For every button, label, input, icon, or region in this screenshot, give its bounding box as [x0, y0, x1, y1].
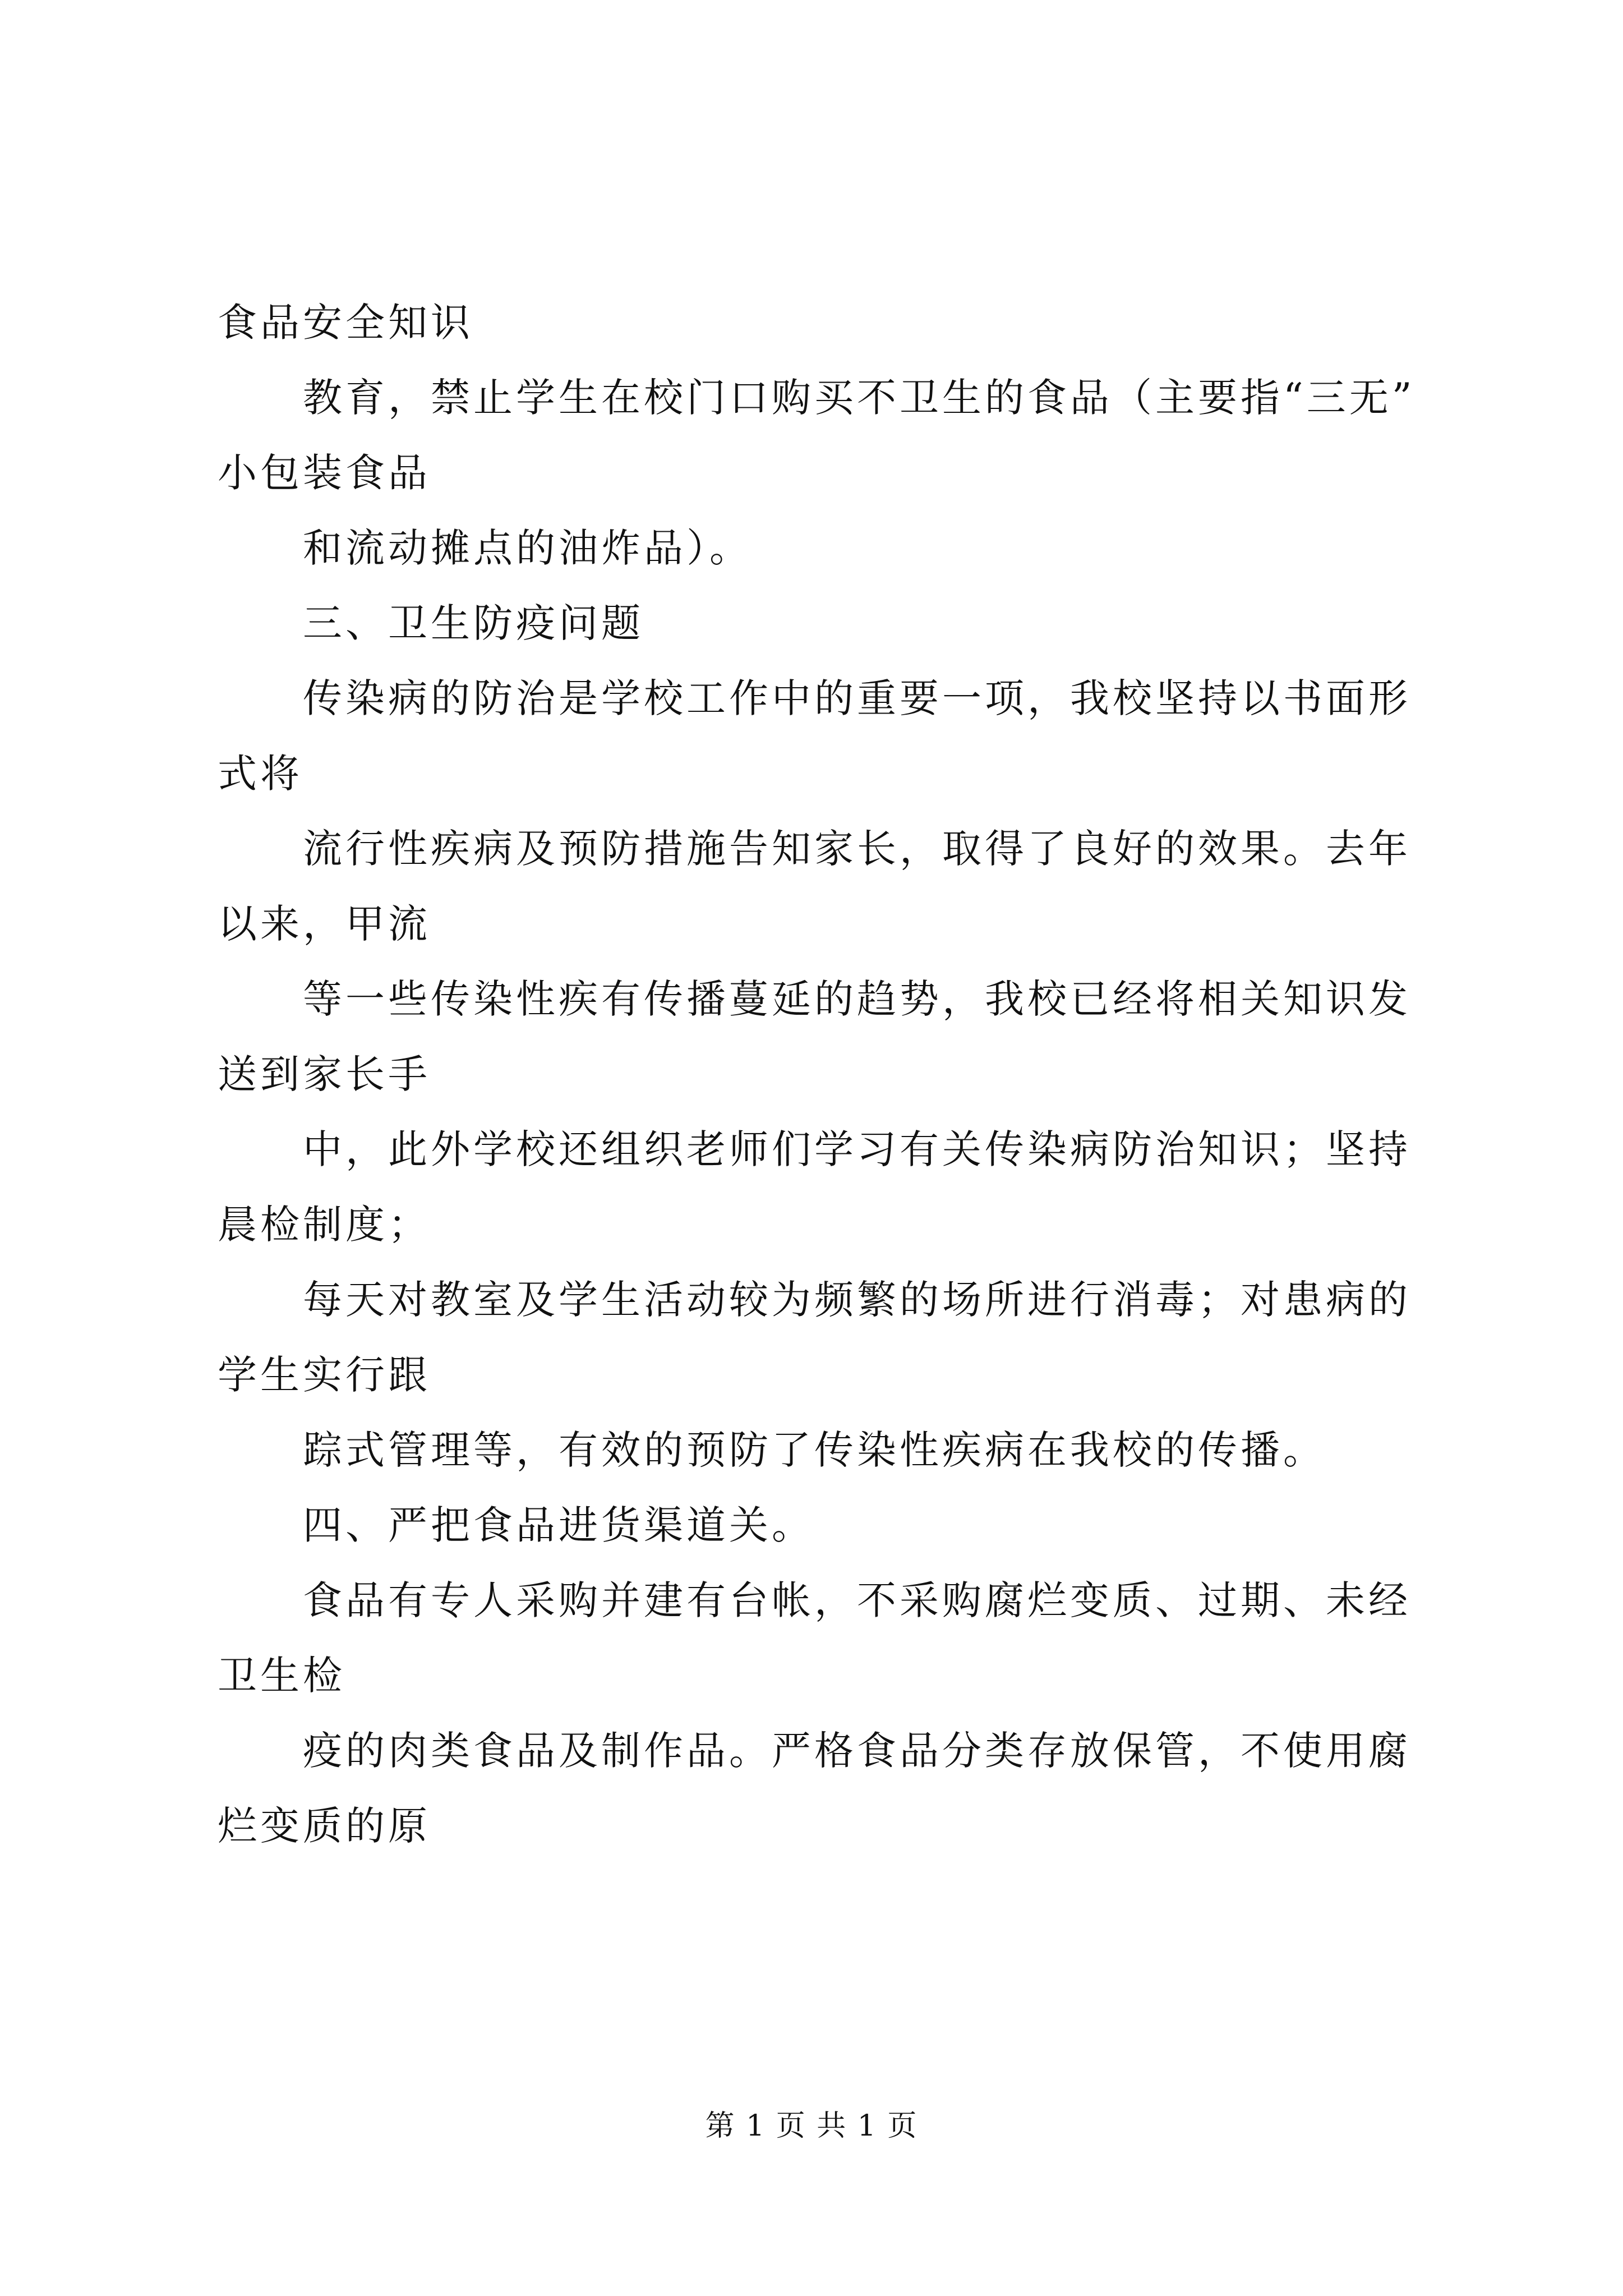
- page-footer: [0, 2109, 1623, 2143]
- text-line: 等一些传染性疾有传播蔓延的趋势，我校已经将相关知识发: [303, 976, 1411, 1022]
- text-line: 流行性疾病及预防措施告知家长，取得了良好的效果。去年: [303, 826, 1411, 872]
- text-line: 传染病的防治是学校工作中的重要一项，我校坚持以书面形: [303, 675, 1411, 721]
- text-line: 以来，甲流: [218, 901, 431, 947]
- text-line: 踪式管理等，有效的预防了传染性疾病在我校的传播。: [303, 1427, 1326, 1473]
- text-line: 式将: [218, 751, 303, 797]
- text-line: 烂变质的原: [218, 1803, 431, 1849]
- text-line: 和流动摊点的油炸品）。: [303, 525, 752, 571]
- section-heading: 三、卫生防疫问题: [303, 600, 644, 646]
- text-line: 卫生检: [218, 1653, 345, 1699]
- text-line: 送到家长手: [218, 1051, 431, 1097]
- document-body: [218, 300, 1423, 1881]
- text-line: 教育，禁止学生在校门口购买不卫生的食品（主要指“三无”: [303, 375, 1415, 421]
- text-line: 每天对教室及学生活动较为频繁的场所进行消毒；对患病的: [303, 1277, 1411, 1323]
- text-line: 学生实行跟: [218, 1352, 431, 1398]
- section-heading: 四、严把食品进货渠道关。: [303, 1502, 814, 1548]
- text-line: 食品有专人采购并建有台帐，不采购腐烂变质、过期、未经: [303, 1577, 1411, 1623]
- text-line: 疫的肉类食品及制作品。严格食品分类存放保管，不使用腐: [303, 1728, 1411, 1774]
- text-line: 小包装食品: [218, 450, 431, 496]
- text-line: 中，此外学校还组织老师们学习有关传染病防治知识；坚持: [303, 1126, 1411, 1172]
- page-number: 第 1 页 共 1 页: [705, 2109, 918, 2143]
- text-line: 食品安全知识: [218, 300, 473, 346]
- text-line: 晨检制度；: [218, 1202, 431, 1248]
